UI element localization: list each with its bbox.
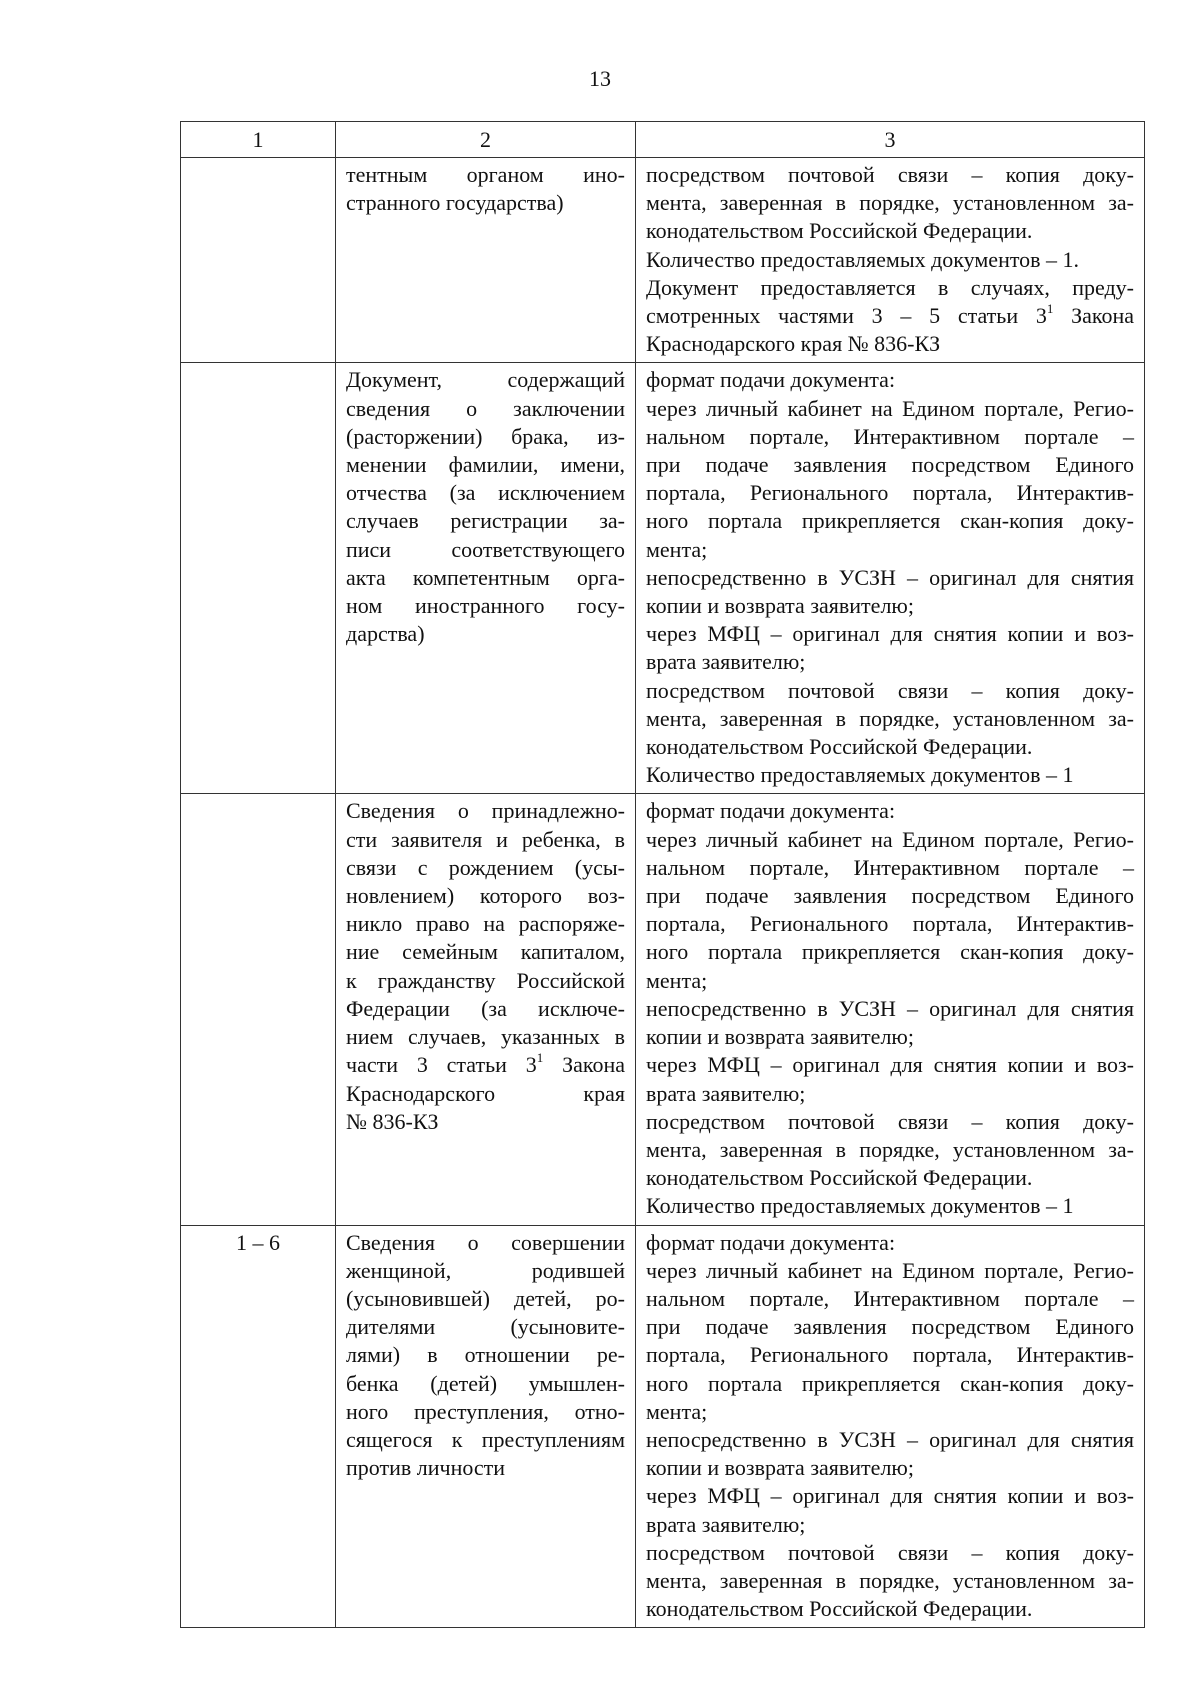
row4-col2 — [336, 1225, 636, 1628]
text-line: № 836-КЗ — [346, 1108, 439, 1134]
text-line: смотренных частями 3 – 5 статьи $3^1$ Закона — [646, 300, 1134, 329]
text-line: сящегося к преступлениям — [346, 1426, 625, 1452]
row1-col1 — [181, 158, 336, 363]
text-line: через МФЦ – оригинал для снятия копии и воз- — [646, 1052, 1134, 1078]
text-line: формат подачи документа: — [646, 798, 896, 824]
row2-col2 — [336, 363, 636, 794]
text-line: отчества (за исключением — [346, 480, 625, 506]
text-line: копии и возврата заявителю; — [646, 1455, 914, 1481]
text-line: связи с рождением (усы- — [346, 854, 625, 880]
text-line: сти заявителя и ребенка, в — [346, 826, 625, 852]
text-line: странного государства) — [346, 190, 564, 216]
text-line: новлением) которого воз- — [346, 883, 625, 909]
text-line: ного портала прикрепляется скан-копия доку- — [646, 508, 1134, 534]
table-row — [181, 158, 1145, 363]
row1-col3 — [636, 158, 1145, 363]
text-line: врата заявителю; — [646, 1511, 806, 1537]
text-line: Количество предоставляемых документов – 1 — [646, 762, 1074, 788]
text-line: нием случаев, указанных в — [346, 1024, 625, 1050]
text-line: портала, Регионального портала, Интерактив- — [646, 480, 1134, 506]
text-line: мента, заверенная в порядке, установленном за- — [646, 1567, 1134, 1593]
text-line: мента; — [646, 1398, 708, 1424]
text-line: женщиной, родившей — [346, 1257, 625, 1283]
row4-col1 — [181, 1225, 336, 1628]
text-line: конодательством Российской Федерации. — [646, 734, 1033, 760]
text-line: портала, Регионального портала, Интерактив- — [646, 911, 1134, 937]
row3-col2 — [336, 794, 636, 1225]
page-number: 13 — [589, 66, 611, 91]
text-line: лями) в отношении ре- — [346, 1342, 625, 1368]
text-line: портала, Регионального портала, Интерактив- — [646, 1342, 1134, 1368]
row-number: 1 – 6 — [236, 1229, 280, 1255]
text-line: копии и возврата заявителю; — [646, 593, 914, 619]
text-line: Документ, содержащий — [346, 367, 625, 393]
text-line: сведения о заключении — [346, 395, 625, 421]
text-line: Федерации (за исключе- — [346, 995, 625, 1021]
text-line: Количество предоставляемых документов – 1. — [646, 246, 1080, 272]
text-line: посредством почтовой связи – копия доку- — [646, 677, 1134, 703]
table-row — [181, 363, 1145, 794]
text-line: врата заявителю; — [646, 649, 806, 675]
text-line: конодательством Российской Федерации. — [646, 1165, 1033, 1191]
text-line: формат подачи документа: — [646, 367, 896, 393]
text-line: нальном портале, Интерактивном портале – — [646, 854, 1134, 880]
text-line: при подаче заявления посредством Единого — [646, 1314, 1134, 1340]
table-row — [181, 794, 1145, 1225]
row1-col2 — [336, 158, 636, 363]
text-line: Количество предоставляемых документов – 1 — [646, 1193, 1074, 1219]
text-line: мента, заверенная в порядке, установленном за- — [646, 190, 1134, 216]
row3-col1 — [181, 794, 336, 1225]
text-line: дарства) — [346, 621, 425, 647]
text-line: через личный кабинет на Едином портале, Регио- — [646, 826, 1134, 852]
text-line: менении фамилии, имени, — [346, 452, 625, 478]
row2-col1 — [181, 363, 336, 794]
text-line: к гражданству Российской — [346, 967, 625, 993]
text-line: конодательством Российской Федерации. — [646, 1596, 1033, 1622]
text-line: (расторжении) брака, из- — [346, 423, 625, 449]
text-line: Сведения о совершении — [346, 1229, 625, 1255]
row2-col3 — [636, 363, 1145, 794]
text-line: через МФЦ – оригинал для снятия копии и воз- — [646, 621, 1134, 647]
table-row — [181, 1225, 1145, 1628]
text-line: писи соответствующего — [346, 536, 625, 562]
text-line: ного портала прикрепляется скан-копия доку- — [646, 1370, 1134, 1396]
text-line: (усыновившей) детей, ро- — [346, 1285, 625, 1311]
text-line: против личности — [346, 1455, 506, 1481]
text-line: случаев регистрации за- — [346, 508, 625, 534]
text-line: части 3 статьи $3^1$ Закона — [346, 1049, 625, 1078]
text-line: непосредственно в УСЗН – оригинал для снятия — [646, 1426, 1134, 1452]
text-line: ного преступления, отно- — [346, 1398, 625, 1424]
header-cell-3: 3 — [636, 122, 1145, 158]
superscript: 1 — [536, 1049, 544, 1065]
text-line: нальном портале, Интерактивном портале – — [646, 1285, 1134, 1311]
text-line: Краснодарского края — [346, 1080, 625, 1106]
text-line: никло право на распоряже- — [346, 911, 625, 937]
row4-col3 — [636, 1225, 1145, 1628]
row3-col3 — [636, 794, 1145, 1225]
text-line: конодательством Российской Федерации. — [646, 218, 1033, 244]
text-line: бенка (детей) умышлен- — [346, 1370, 625, 1396]
superscript: 1 — [1046, 300, 1054, 316]
text-line: ного портала прикрепляется скан-копия доку- — [646, 939, 1134, 965]
text-line: через личный кабинет на Едином портале, Регио- — [646, 1257, 1134, 1283]
text-line: Сведения о принадлежно- — [346, 798, 625, 824]
document-table — [180, 121, 1145, 1628]
header-cell-2: 2 — [336, 122, 636, 158]
header-cell-1: 1 — [181, 122, 336, 158]
text-line: нальном портале, Интерактивном портале – — [646, 423, 1134, 449]
text-line: посредством почтовой связи – копия доку- — [646, 162, 1134, 187]
text-line: мента, заверенная в порядке, установленном за- — [646, 705, 1134, 731]
text-line: ние семейным капиталом, — [346, 939, 625, 965]
text-line: Документ предоставляется в случаях, преду- — [646, 274, 1134, 300]
text-line: непосредственно в УСЗН – оригинал для снятия — [646, 995, 1134, 1021]
text-line: ном иностранного госу- — [346, 593, 625, 619]
text-line: врата заявителю; — [646, 1080, 806, 1106]
text-line: акта компетентным орга- — [346, 564, 625, 590]
table-header-row — [181, 122, 1145, 158]
text-line: мента, заверенная в порядке, установленном за- — [646, 1136, 1134, 1162]
text-line: дителями (усыновите- — [346, 1314, 625, 1340]
text-line: мента; — [646, 536, 708, 562]
text-line: мента; — [646, 967, 708, 993]
text-line: формат подачи документа: — [646, 1229, 896, 1255]
text-line: через МФЦ – оригинал для снятия копии и воз- — [646, 1483, 1134, 1509]
text-line: непосредственно в УСЗН – оригинал для снятия — [646, 564, 1134, 590]
text-line: тентным органом ино- — [346, 162, 625, 187]
text-line: Краснодарского края № 836-КЗ — [646, 331, 941, 357]
text-line: копии и возврата заявителю; — [646, 1024, 914, 1050]
text-line: через личный кабинет на Едином портале, Регио- — [646, 395, 1134, 421]
text-line: посредством почтовой связи – копия доку- — [646, 1539, 1134, 1565]
text-line: посредством почтовой связи – копия доку- — [646, 1108, 1134, 1134]
text-line: при подаче заявления посредством Единого — [646, 452, 1134, 478]
text-line: при подаче заявления посредством Единого — [646, 883, 1134, 909]
